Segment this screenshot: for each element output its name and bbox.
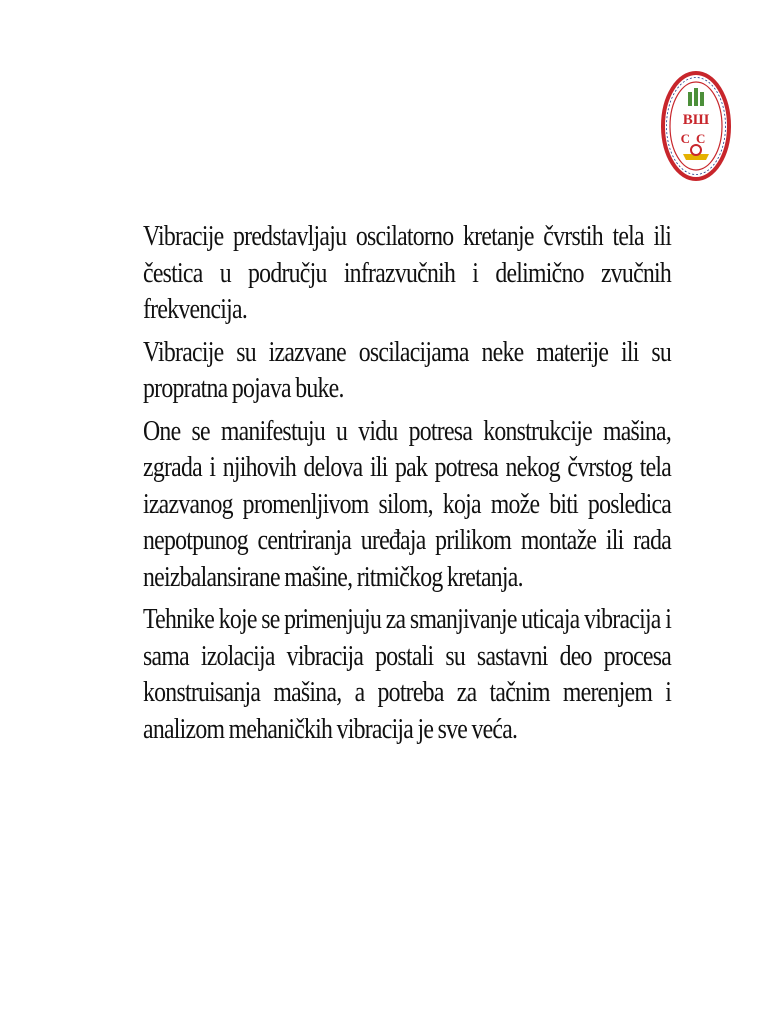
paragraph-1: Vibracije predstavljaju oscilatorno kretanje čvrstih tela ili čestica u području infrazvučnih i delimično zvučnih frekvencija. [143,220,672,325]
logo-top-letters: ВШ [682,112,710,128]
paragraph-3: One se manifestuju u vidu potresa konstrukcije mašina, zgrada i njihovih delova ili pak potresa nekog čvrstog tela izazvanog promenljivom silom, koja može biti posledica nepotpunog centriranja uređaja prilikom montaže ili rada neizbalansirane mašine, ritmičkog kretanja. [143,414,672,593]
paragraph-2: Vibracije su izazvane oscilacijama neke materije ili su propratna pojava buke. [143,335,672,404]
school-seal-icon [661,70,731,182]
paragraph-4: Tehnike koje se primenjuju za smanjivanje uticaja vibracija i sama izolacija vibracija postali su sastavni deo procesa konstruisanja mašina, a potreba za tačnim merenjem i analizom mehaničkih vibracija je sve veća. [143,603,672,745]
document-body [143,218,671,753]
school-logo [661,70,731,182]
logo-bottom-letters: СС [680,131,712,146]
